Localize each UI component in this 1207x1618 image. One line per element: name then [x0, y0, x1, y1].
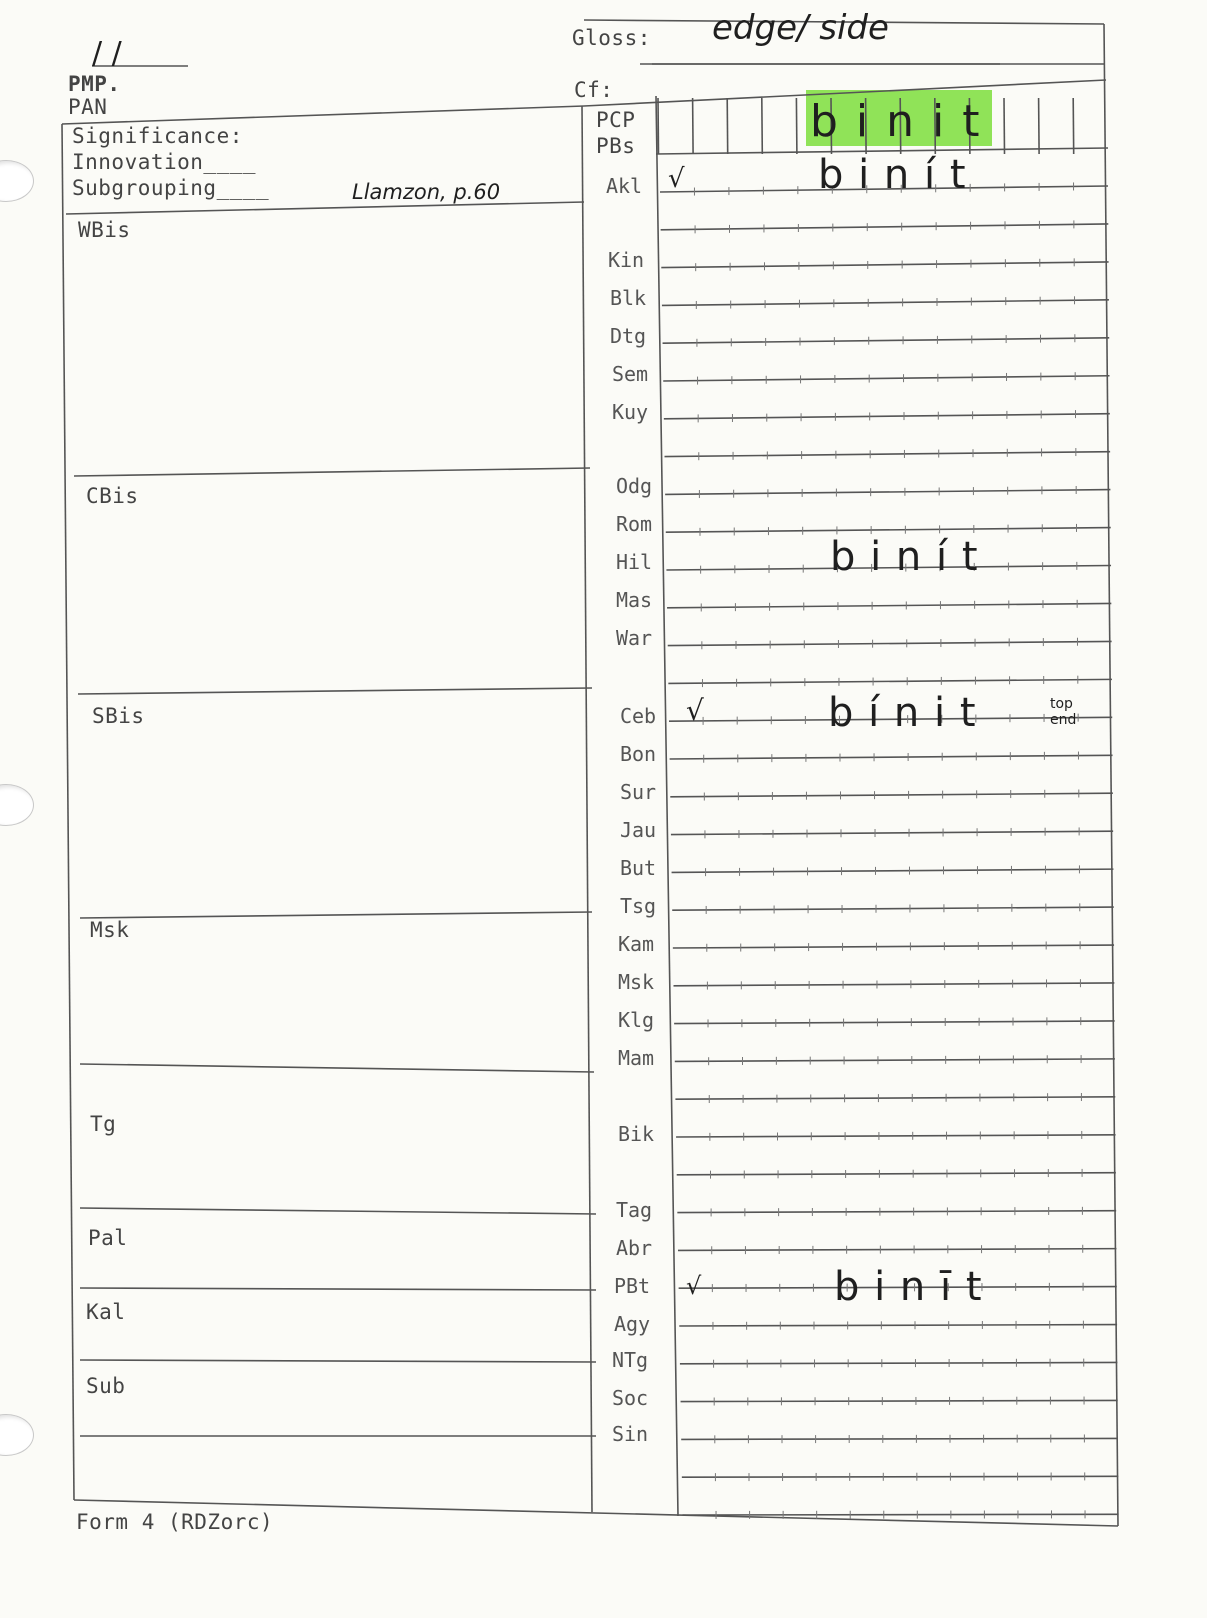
pbt-check: √	[686, 1272, 702, 1300]
innovation-label: Innovation____	[72, 150, 257, 174]
lang-label-pbt: PBt	[613, 1274, 651, 1298]
entry-row-line	[677, 1173, 1116, 1175]
lang-label-war: War	[615, 626, 653, 650]
significance-title: Significance:	[72, 124, 243, 148]
section-label-pal: Pal	[88, 1226, 128, 1250]
lang-label-jau: Jau	[619, 818, 657, 842]
pcp-box-divider	[796, 98, 797, 154]
akl-check: √	[668, 164, 685, 194]
lang-label-ceb: Ceb	[619, 704, 657, 728]
pcp-box-divider	[1039, 98, 1040, 154]
section-label-cbis: CBis	[86, 484, 139, 508]
lang-label-tag: Tag	[615, 1198, 653, 1222]
pcp-box-divider	[658, 98, 659, 154]
lang-label-but: But	[619, 856, 657, 880]
entry-row-line	[661, 224, 1109, 230]
lang-label-mam: Mam	[617, 1046, 655, 1070]
lang-label-tsg: Tsg	[619, 894, 657, 918]
pcp-box-divider	[693, 98, 694, 154]
lang-label-kuy: Kuy	[611, 400, 649, 424]
entry-row-line	[672, 869, 1114, 872]
gloss-label: Gloss:	[572, 26, 651, 50]
section-divider	[66, 202, 584, 214]
lang-label-bon: Bon	[619, 742, 657, 766]
gloss-value: edge/ side	[712, 8, 889, 48]
pmp-label: PMP.	[68, 72, 121, 96]
entry-row-line	[676, 1135, 1115, 1137]
entry-row-line	[663, 338, 1110, 343]
section-divider	[74, 468, 590, 476]
entry-row-line	[670, 755, 1113, 759]
entry-row-line	[665, 490, 1110, 495]
entry-row-line	[663, 376, 1109, 381]
entry-row-line	[682, 1476, 1118, 1477]
section-label-kal: Kal	[86, 1300, 126, 1324]
entry-row-line	[668, 641, 1112, 645]
pcp-box-divider	[762, 98, 763, 154]
entry-row-line	[680, 1362, 1117, 1363]
pan-label: PAN	[68, 95, 108, 119]
section-label-sub: Sub	[86, 1374, 126, 1398]
entry-row-line	[675, 1097, 1115, 1099]
entry-row-line	[666, 528, 1111, 533]
lang-label-odg: Odg	[615, 474, 653, 498]
subgrouping-label: Subgrouping____	[72, 176, 270, 200]
akl-form: b i n í t	[818, 152, 967, 198]
pbs-label: PBs	[596, 134, 636, 158]
section-label-msk: Msk	[90, 918, 130, 942]
section-divider	[80, 1208, 596, 1214]
entry-row-line	[677, 1211, 1116, 1213]
lang-label-kam: Kam	[617, 932, 655, 956]
lang-label-akl: Akl	[605, 174, 643, 198]
entry-row-line	[664, 452, 1110, 457]
section-divider	[78, 688, 592, 694]
frame-top-left	[62, 106, 584, 124]
lang-label-sin: Sin	[611, 1422, 649, 1446]
date-field: / /	[92, 36, 122, 71]
entry-row-line	[670, 793, 1113, 797]
frame-left	[62, 124, 74, 1500]
entry-row-line	[661, 262, 1108, 268]
entry-row-line	[662, 300, 1109, 306]
lang-label-blk: Blk	[609, 286, 647, 310]
source-note: Llamzon, p.60	[352, 180, 501, 204]
entry-row-line	[681, 1438, 1118, 1439]
section-divider	[80, 1064, 594, 1072]
pcp-box-divider	[1004, 98, 1005, 154]
entry-row-line	[678, 1249, 1116, 1251]
section-divider	[80, 1288, 596, 1290]
ceb-note-end: end	[1050, 712, 1077, 728]
lang-label-sur: Sur	[619, 780, 657, 804]
pcp-box-divider	[1073, 98, 1074, 154]
lang-label-abr: Abr	[615, 1236, 653, 1260]
entry-row-line	[681, 1400, 1118, 1401]
entry-row-line	[667, 603, 1111, 607]
lang-label-msk: Msk	[617, 970, 655, 994]
entry-row-line	[668, 679, 1112, 683]
pcp-label: PCP	[596, 108, 636, 132]
section-divider	[80, 1360, 596, 1362]
lang-label-soc: Soc	[611, 1386, 649, 1410]
pbt-form: b i n ī t	[834, 1264, 983, 1310]
entry-row-line	[673, 983, 1114, 986]
entry-row-line	[674, 1021, 1115, 1024]
lang-label-bik: Bik	[617, 1122, 655, 1146]
lang-label-dtg: Dtg	[609, 324, 647, 348]
entry-row-line	[673, 945, 1114, 948]
divider-left-column	[582, 106, 592, 1512]
entry-row-line	[682, 1514, 1118, 1515]
hil-form: b i n í t	[830, 534, 979, 580]
lang-label-kin: Kin	[607, 248, 645, 272]
form-footer: Form 4 (RDZorc)	[76, 1510, 274, 1534]
ceb-check: √	[686, 694, 704, 727]
lang-label-rom: Rom	[615, 512, 653, 536]
pcp-entry: b i n i t	[810, 96, 982, 147]
entry-row-line	[675, 1059, 1115, 1062]
section-divider	[80, 912, 592, 918]
lang-label-hil: Hil	[615, 550, 653, 574]
ceb-form: b í n i t	[828, 690, 977, 736]
section-label-tg: Tg	[90, 1112, 117, 1136]
lang-label-klg: Klg	[617, 1008, 655, 1032]
lang-label-agy: Agy	[613, 1312, 651, 1336]
cf-label: Cf:	[574, 78, 614, 102]
lang-label-ntg: NTg	[611, 1348, 649, 1372]
frame-right	[1104, 24, 1118, 1526]
section-label-wbis: WBis	[78, 218, 131, 242]
entry-row-line	[671, 831, 1113, 834]
entry-row-line	[672, 907, 1114, 910]
lang-label-mas: Mas	[615, 588, 653, 612]
section-label-sbis: SBis	[92, 704, 145, 728]
lang-label-sem: Sem	[611, 362, 649, 386]
pcp-box-divider	[727, 98, 728, 154]
entry-row-line	[679, 1325, 1117, 1326]
ceb-note-top: top	[1050, 696, 1073, 712]
entry-row-line	[664, 414, 1110, 419]
